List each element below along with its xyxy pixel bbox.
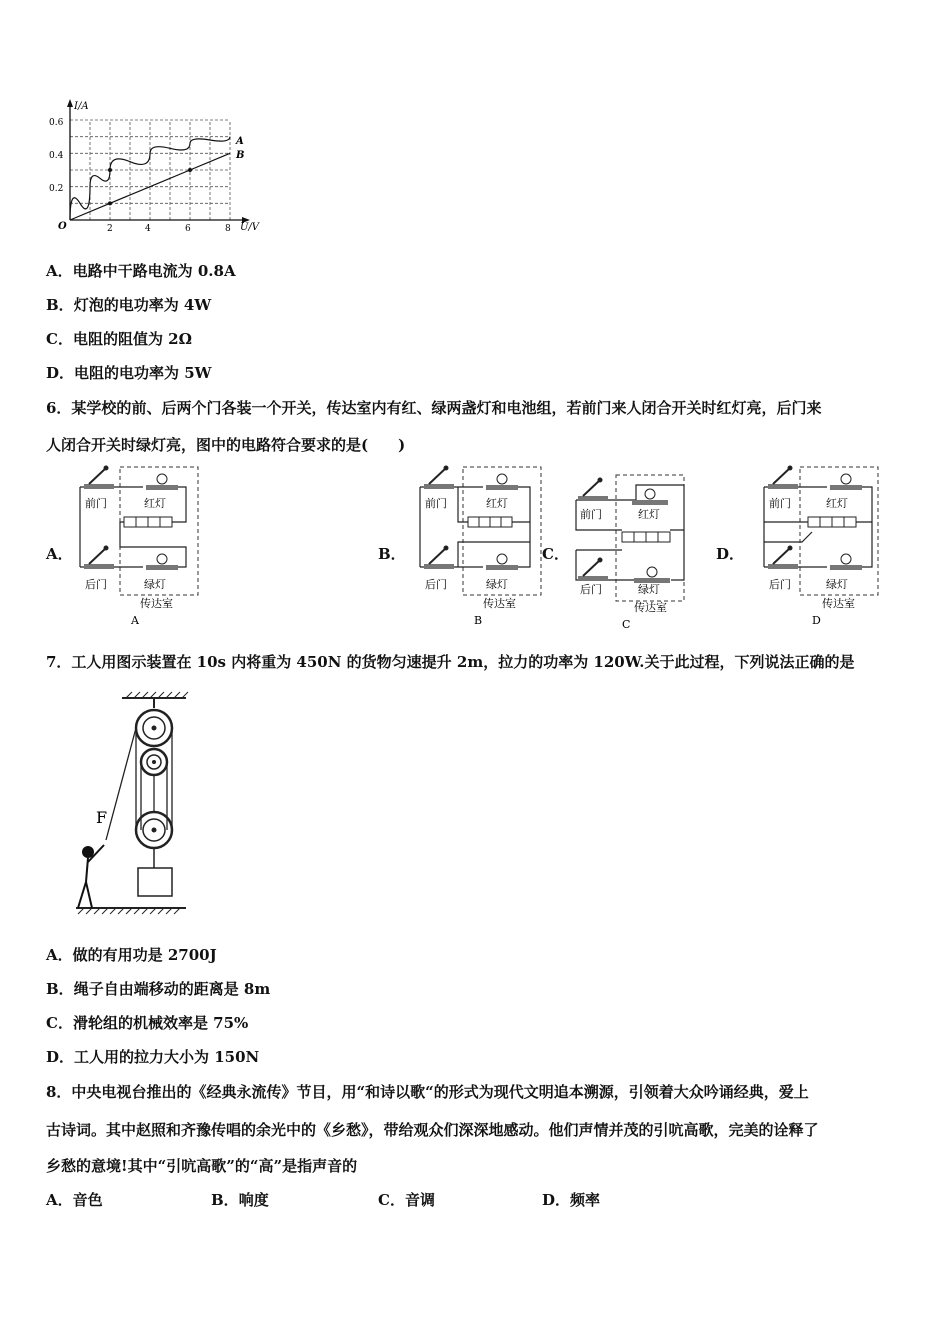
- circuit-c-green-light: 绿灯: [638, 583, 660, 596]
- q8-option-a[interactable]: A．音色: [46, 1191, 103, 1209]
- circuit-c-red-light: 红灯: [638, 508, 660, 521]
- circuit-d[interactable]: [752, 462, 892, 630]
- q6-stem-line2: 人闭合开关时绿灯亮，图中的电路符合要求的是( ): [46, 436, 406, 454]
- curve-point: [108, 168, 112, 172]
- q7-stem: 7．工人用图示装置在 10s 内将重为 450N 的货物匀速提升 2m，拉力的功率为 120W.关于此过程，下列说法正确的是: [46, 653, 855, 671]
- q8-option-c[interactable]: C．音调: [378, 1191, 435, 1209]
- x-tick-4: 4: [145, 224, 151, 234]
- x-tick-2: 2: [107, 224, 113, 234]
- q6-stem-line1: 6．某学校的前、后两个门各装一个开关，传达室内有红、绿两盏灯和电池组，若前门来人闭合开关时红灯亮，后门来: [46, 399, 822, 417]
- q5-option-d[interactable]: D．电阻的电功率为 5W: [46, 364, 212, 382]
- q8-stem-line1: 8．中央电视台推出的《经典永流传》节目，用“和诗以歌“的形式为现代文明追本溯源，引领着大众吟诵经典，爱上: [46, 1083, 809, 1101]
- circuit-d-front-door: 前门: [769, 497, 791, 510]
- q8-option-b[interactable]: B．响度: [211, 1191, 269, 1209]
- circuit-b-caption: B: [474, 614, 483, 627]
- circuit-a[interactable]: [68, 462, 208, 630]
- circuit-b-red-light: 红灯: [486, 497, 508, 510]
- circuit-c-front-door: 前门: [580, 508, 602, 521]
- circuit-b-front-door: 前门: [425, 497, 447, 510]
- q7-option-a[interactable]: A．做的有用功是 2700J: [46, 946, 217, 964]
- q6-option-a-label[interactable]: A．: [46, 545, 73, 563]
- circuit-d-green-light: 绿灯: [826, 578, 848, 591]
- q7-option-b[interactable]: B．绳子自由端移动的距离是 8m: [46, 980, 271, 998]
- q5-option-c[interactable]: C．电阻的阻值为 2Ω: [46, 330, 192, 348]
- iu-graph: [40, 95, 270, 240]
- y-tick-0.2: 0.2: [49, 184, 64, 194]
- circuit-c-room: 传达室: [634, 601, 667, 614]
- q5-option-b[interactable]: B．灯泡的电功率为 4W: [46, 296, 212, 314]
- y-axis-label: I/A: [74, 101, 89, 112]
- pulley-figure: [70, 690, 200, 922]
- q8-stem-line2: 古诗词。其中赵照和齐豫传唱的余光中的《乡愁》，带给观众们深深地感动。他们声情并茂的引吭高歌，完美的诠释了: [46, 1121, 819, 1139]
- circuit-b[interactable]: [408, 462, 548, 630]
- circuit-a-front-door: 前门: [85, 497, 107, 510]
- x-tick-8: 8: [225, 224, 231, 234]
- x-tick-6: 6: [185, 224, 191, 234]
- origin-label: O: [58, 221, 67, 232]
- curve-point: [188, 168, 192, 172]
- curve-point: [108, 201, 112, 205]
- circuit-a-green-light: 绿灯: [144, 578, 166, 591]
- circuit-a-back-door: 后门: [85, 578, 107, 591]
- q8-stem-line3: 乡愁的意境!其中“引吭高歌”的“高”是指声音的: [46, 1157, 358, 1175]
- y-tick-0.6: 0.6: [49, 118, 64, 128]
- circuit-c-caption: C: [622, 618, 631, 631]
- circuit-d-back-door: 后门: [769, 578, 791, 591]
- circuit-b-back-door: 后门: [425, 578, 447, 591]
- q6-option-b-label[interactable]: B．: [378, 545, 406, 563]
- q7-option-d[interactable]: D．工人用的拉力大小为 150N: [46, 1048, 260, 1066]
- force-label: F: [96, 808, 108, 827]
- q6-option-c-label[interactable]: C．: [542, 545, 569, 563]
- y-tick-0.4: 0.4: [49, 151, 64, 161]
- circuit-b-room: 传达室: [483, 597, 516, 610]
- q7-option-c[interactable]: C．滑轮组的机械效率是 75%: [46, 1014, 249, 1032]
- circuit-c[interactable]: [566, 470, 696, 634]
- circuit-a-room: 传达室: [140, 597, 173, 610]
- circuit-a-caption: A: [131, 614, 139, 627]
- circuit-b-green-light: 绿灯: [486, 578, 508, 591]
- circuit-c-back-door: 后门: [580, 583, 602, 596]
- curve-b-label: B: [236, 150, 245, 161]
- circuit-d-room: 传达室: [822, 597, 855, 610]
- circuit-d-red-light: 红灯: [826, 497, 848, 510]
- curve-a-label: A: [236, 136, 244, 147]
- x-axis-label: U/V: [240, 222, 260, 233]
- q6-option-d-label[interactable]: D．: [716, 545, 745, 563]
- q8-option-d[interactable]: D．频率: [542, 1191, 601, 1209]
- q5-option-a[interactable]: A．电路中干路电流为 0.8A: [46, 262, 236, 280]
- circuit-a-red-light: 红灯: [144, 497, 166, 510]
- circuit-d-caption: D: [812, 614, 821, 627]
